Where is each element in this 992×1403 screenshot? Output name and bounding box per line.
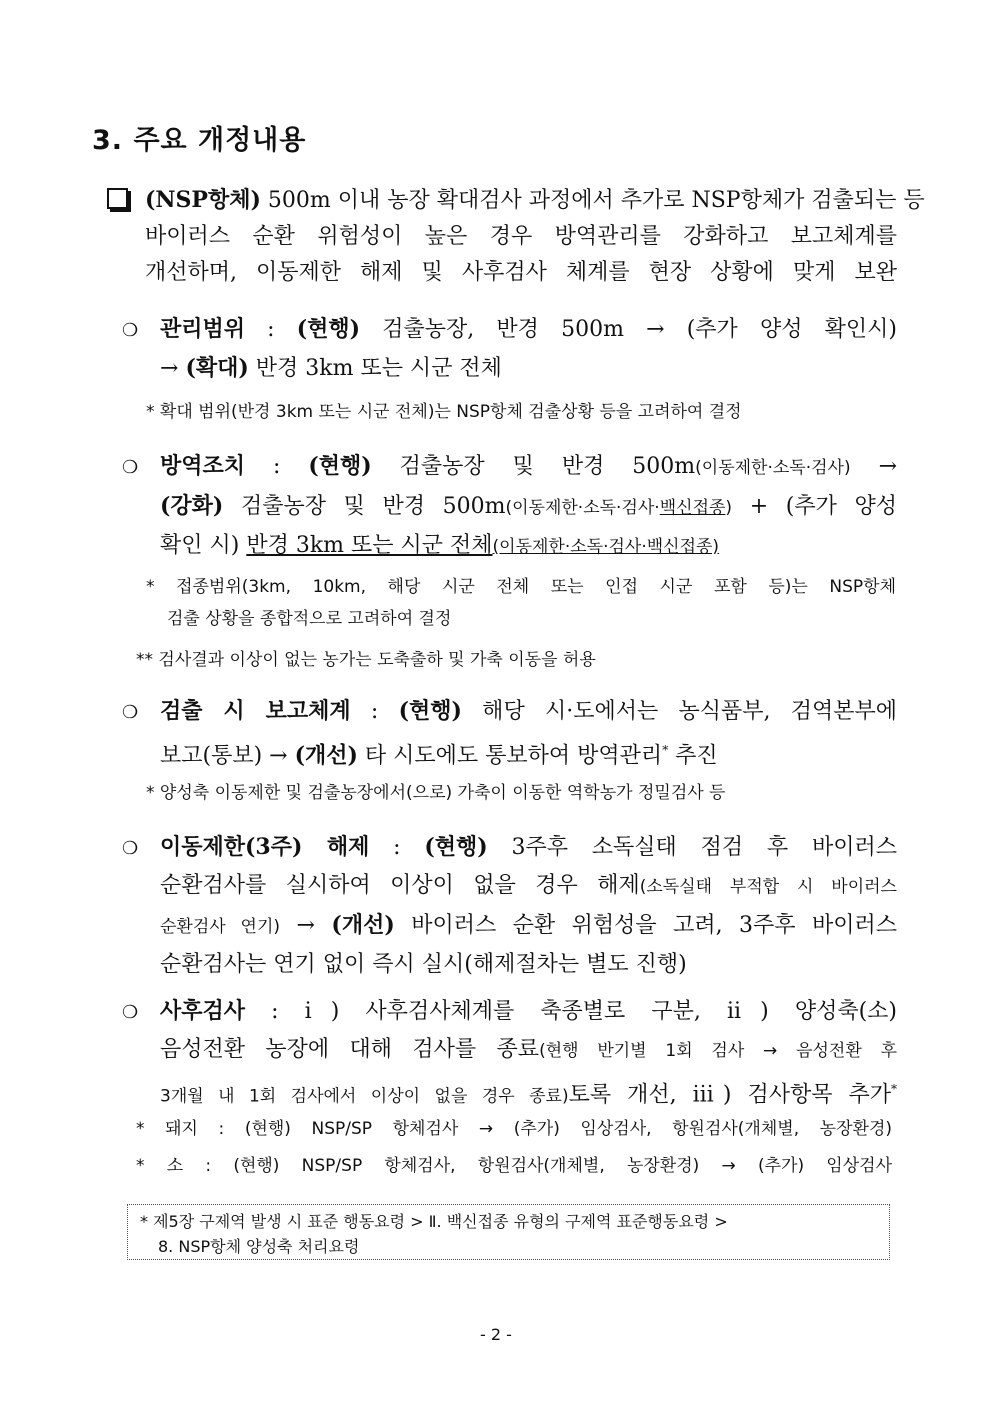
item-note xyxy=(146,571,896,635)
item-line xyxy=(160,992,897,1031)
item-reporting-system xyxy=(160,692,897,775)
circle-bullet-icon: ❍ xyxy=(122,838,139,859)
note-text: 소 : (현행) NSP/SP 항체검사, 항원검사(개체별, 농장환경) → (추가) 임상검사 xyxy=(166,1156,892,1176)
page-number: - 2 - xyxy=(480,1325,512,1344)
colon: : xyxy=(369,835,425,860)
underlined-text: 백신접종 xyxy=(659,498,726,518)
current-tag: (현행) xyxy=(424,834,488,860)
item-note xyxy=(136,644,596,676)
item-line xyxy=(160,349,897,388)
item-note xyxy=(136,1113,892,1182)
circle-bullet-icon: ❍ xyxy=(122,320,139,341)
asterisk: * xyxy=(146,402,155,422)
item-line xyxy=(160,527,897,566)
section-title: 3. 주요 개정내용 xyxy=(92,125,307,156)
item-text: ⅰ) 사후검사체계를 축종별로 구분, ⅱ) 양성축(소) xyxy=(304,999,898,1024)
reference-line: 8. NSP항체 양성축 처리요령 xyxy=(158,1237,360,1256)
note-line xyxy=(146,571,896,603)
asterisk: * xyxy=(146,577,155,597)
item-line xyxy=(160,1031,897,1070)
arrow: → xyxy=(160,356,186,381)
note-line xyxy=(136,644,596,676)
item-line xyxy=(160,487,897,527)
reference-line: * 제5장 구제역 발생 시 표준 행동요령 > Ⅱ. 백신접종 유형의 구제역 표준행동요령 > xyxy=(140,1212,728,1231)
expand-tag: (확대) xyxy=(185,355,249,381)
intro-line-1 xyxy=(145,182,925,219)
note-text: 양성축 이동제한 및 검출농장에서(으로) 가축이 이동한 역학농가 정밀검사 등 xyxy=(159,783,726,803)
item-text: 확인 시) xyxy=(160,533,247,558)
item-small-text: 순환검사 연기) xyxy=(160,917,281,937)
item-text: 반경 3km 또는 시군 전체 xyxy=(248,356,502,381)
intro-tag: (NSP항체) xyxy=(145,187,261,213)
item-text: 검출농장 및 반경 500m xyxy=(223,494,506,519)
item-text: 추진 xyxy=(668,743,718,769)
item-movement-restriction-release xyxy=(160,828,897,984)
item-text: 해당 시·도에서는 농식품부, 검역본부에 xyxy=(461,699,897,724)
improve-tag: (개선) xyxy=(294,742,358,769)
arrow: → xyxy=(280,913,332,938)
intro-line-1-text: 500m 이내 농장 확대검사 과정에서 추가로 NSP항체가 검출되는 등 xyxy=(260,188,925,213)
circle-bullet-icon: ❍ xyxy=(122,702,139,723)
item-note xyxy=(146,396,742,428)
note-text: 접종범위(3km, 10km, 해당 시군 전체 또는 인접 시군 포함 등)는 NSP항체 xyxy=(176,577,896,597)
reference-box xyxy=(127,1204,890,1260)
note-text: 확대 범위(반경 3km 또는 시군 전체)는 NSP항체 검출상황 등을 고려하여 결정 xyxy=(159,402,742,422)
item-text: + (추가 양성 xyxy=(732,494,897,519)
item-text: 토록 개선, ⅲ) 검사항목 추가 xyxy=(568,1082,891,1108)
item-small-text: (현행 반기별 1회 검사 → 음성전환 후 xyxy=(539,1041,897,1061)
strengthen-tag: (강화) xyxy=(160,493,224,519)
item-label: 사후검사 xyxy=(160,998,246,1024)
item-label: 이동제한(3주) 해제 xyxy=(160,834,370,860)
note-text: 검출 상황을 종합적으로 고려하여 결정 xyxy=(167,609,452,629)
item-text: 순환검사를 실시하여 이상이 없을 경우 해제 xyxy=(160,873,640,898)
colon: : xyxy=(245,454,309,479)
item-note xyxy=(146,777,725,809)
note-text: 검사결과 이상이 없는 농가는 도축출하 및 가축 이동을 허용 xyxy=(158,650,596,670)
item-post-inspection xyxy=(160,992,897,1115)
underlined-text: (이동제한·소독·검사·백신접종) xyxy=(492,537,720,557)
asterisk: * xyxy=(136,1119,145,1139)
item-label: 관리범위 xyxy=(160,316,246,342)
item-label: 검출 시 보고체계 xyxy=(160,698,351,724)
current-tag: (현행) xyxy=(398,698,462,724)
asterisk: * xyxy=(146,783,155,803)
item-small-text: 3개월 내 1회 검사에서 이상이 없을 경우 종료) xyxy=(160,1086,569,1107)
current-tag: (현행) xyxy=(296,316,361,342)
note-line xyxy=(146,777,725,809)
colon: : xyxy=(350,699,399,724)
item-text: 음성전환 농장에 대해 검사를 종료 xyxy=(160,1037,540,1062)
intro-line-3: 개선하며, 이동제한 해제 및 사후검사 체계를 현장 상황에 맞게 보완 xyxy=(145,260,897,285)
item-small-text: (이동제한·소독·검사) xyxy=(695,458,851,478)
item-line xyxy=(160,1070,897,1115)
circle-bullet-icon: ❍ xyxy=(122,1002,139,1023)
arrow: → xyxy=(850,454,898,479)
improve-tag: (개선) xyxy=(331,912,395,938)
item-small-text: (소독실태 부적합 시 바이러스 xyxy=(639,877,897,897)
current-tag: (현행) xyxy=(308,453,372,479)
item-management-scope xyxy=(160,310,897,388)
footnote-mark: * xyxy=(891,1082,897,1096)
asterisk: * xyxy=(136,1156,145,1176)
note-line xyxy=(136,1113,892,1145)
item-line xyxy=(160,867,897,906)
note-line xyxy=(136,1150,892,1182)
note-text: 돼지 : (현행) NSP/SP 항체검사 → (추가) 임상검사, 항원검사(개체별, 농장환경) xyxy=(165,1119,892,1139)
square-bullet-icon xyxy=(107,188,128,209)
item-text: 바이러스 순환 위험성을 고려, 3주후 바이러스 xyxy=(394,913,898,938)
item-text: 검출농장, 반경 500m → (추가 양성 확인시) xyxy=(360,317,897,342)
item-text: 보고(통보) → xyxy=(160,743,295,769)
item-line xyxy=(160,906,897,946)
intro-line-2: 바이러스 순환 위험성이 높은 경우 방역관리를 강화하고 보고체계를 xyxy=(145,224,897,249)
item-line xyxy=(160,828,897,867)
item-label: 방역조치 xyxy=(160,453,246,479)
item-text: 검출농장 및 반경 500m xyxy=(371,454,696,479)
item-line: 순환검사는 연기 없이 즉시 실시(해제절차는 별도 진행) xyxy=(160,952,687,977)
footnote-mark: * xyxy=(662,743,669,757)
item-quarantine-measures xyxy=(160,447,897,566)
item-text: 3주후 소독실태 점검 후 바이러스 xyxy=(487,835,897,860)
double-asterisk: ** xyxy=(136,650,153,670)
item-line xyxy=(160,447,897,487)
item-line xyxy=(160,692,897,731)
colon: : xyxy=(245,999,305,1024)
item-text: 타 시도에도 통보하여 방역관리 xyxy=(357,743,663,769)
circle-bullet-icon: ❍ xyxy=(122,457,139,478)
item-line xyxy=(160,310,897,349)
item-small-text: ) xyxy=(725,498,733,518)
item-small-text: (이동제한·소독·검사· xyxy=(505,498,660,518)
note-line xyxy=(146,396,742,428)
intro-paragraph xyxy=(145,182,925,291)
underlined-text: 반경 3km 또는 시군 전체 xyxy=(246,533,493,558)
item-line xyxy=(160,731,897,775)
colon: : xyxy=(245,317,297,342)
